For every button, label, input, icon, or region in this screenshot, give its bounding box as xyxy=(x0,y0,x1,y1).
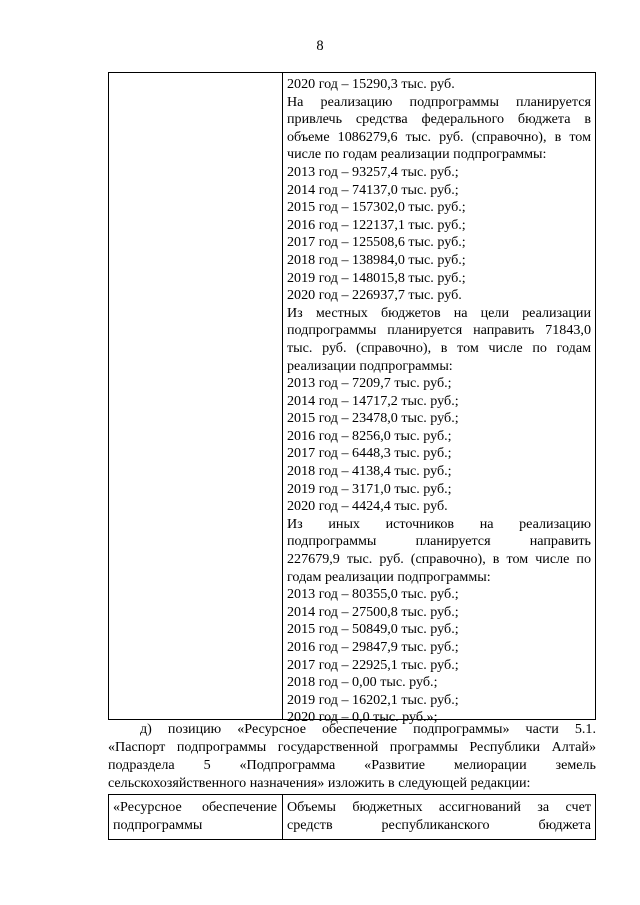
resource-cell-right xyxy=(287,76,591,727)
table-line: объеме 1086279,6 тыс. руб. (справочно), в том xyxy=(287,128,591,145)
table-line: подпрограммы планируется направить xyxy=(287,533,591,550)
table-line: 2020 год – 0,0 тыс. руб.»; xyxy=(287,709,438,726)
paragraph-line: «Паспорт подпрограммы государственной программы Республики Алтай» xyxy=(108,739,596,755)
paragraph-line: подраздела 5 «Подпрограмма «Развитие мелиорации земель xyxy=(108,757,596,773)
table-line: 2020 год – 15290,3 тыс. руб. xyxy=(287,76,455,92)
table-line: 227679,9 тыс. руб. (справочно), в том числе по xyxy=(287,551,591,568)
table-line: 2014 год – 14717,2 тыс. руб.; xyxy=(287,392,459,409)
table-line: 2013 год – 80355,0 тыс. руб.; xyxy=(287,586,459,603)
table-line: 2015 год – 157302,0 тыс. руб.; xyxy=(287,199,466,216)
table-line: 2016 год – 29847,9 тыс. руб.; xyxy=(287,639,459,655)
table-line: 2015 год – 23478,0 тыс. руб.; xyxy=(287,410,459,427)
table-line: Из иных источников на реализацию xyxy=(287,515,591,532)
table-line: тыс. руб. (справочно), в том числе по годам xyxy=(287,339,591,356)
table-line: 2018 год – 138984,0 тыс. руб.; xyxy=(287,251,466,268)
paragraph-d xyxy=(108,720,596,792)
table-line: Из местных бюджетов на цели реализации xyxy=(287,304,591,321)
table-line: На реализацию подпрограммы планируется xyxy=(287,93,591,110)
table-line: привлечь средства федерального бюджета в xyxy=(287,111,591,128)
table-line: 2020 год – 4424,4 тыс. руб. xyxy=(287,498,448,515)
table-line: годам реализации подпрограммы: xyxy=(287,568,491,585)
resource-cell-left xyxy=(113,798,277,834)
table-line: 2013 год – 7209,7 тыс. руб.; xyxy=(287,375,452,392)
table-line: 2016 год – 8256,0 тыс. руб.; xyxy=(287,427,452,444)
table-line: Объемы бюджетных ассигнований за счет xyxy=(287,799,591,815)
table-line: подпрограммы xyxy=(113,817,203,833)
paragraph-line: д) позицию «Ресурсное обеспечение подпрограммы» части 5.1. xyxy=(140,721,596,737)
table-line: подпрограммы планируется направить 71843,0 xyxy=(287,322,591,339)
table-line: «Ресурсное обеспечение xyxy=(113,799,277,815)
table-line: 2017 год – 6448,3 тыс. руб.; xyxy=(287,445,452,462)
table-line: 2013 год – 93257,4 тыс. руб.; xyxy=(287,163,459,180)
table-line: реализации подпрограммы: xyxy=(287,357,453,374)
column-divider xyxy=(282,795,283,839)
table-line: 2019 год – 3171,0 тыс. руб.; xyxy=(287,480,452,497)
table-line: 2017 год – 125508,6 тыс. руб.; xyxy=(287,234,466,251)
page-number: 8 xyxy=(316,38,324,54)
table-line: 2014 год – 74137,0 тыс. руб.; xyxy=(287,181,459,198)
table-line: 2015 год – 50849,0 тыс. руб.; xyxy=(287,621,459,638)
column-divider xyxy=(282,73,283,719)
table-line: 2019 год – 148015,8 тыс. руб.; xyxy=(287,269,466,286)
resource-table-new xyxy=(108,794,596,840)
table-line: средств республиканского бюджета xyxy=(287,817,591,833)
resource-table-continued xyxy=(108,72,596,726)
table-line: числе по годам реализации подпрограммы: xyxy=(287,146,547,163)
table-line: 2018 год – 0,00 тыс. руб.; xyxy=(287,674,438,691)
table-line: 2016 год – 122137,1 тыс. руб.; xyxy=(287,216,466,233)
table-line: 2014 год – 27500,8 тыс. руб.; xyxy=(287,603,459,620)
table-line: 2019 год – 16202,1 тыс. руб.; xyxy=(287,691,459,708)
table-line: 2017 год – 22925,1 тыс. руб.; xyxy=(287,656,459,673)
table-line: 2020 год – 226937,7 тыс. руб. xyxy=(287,287,462,304)
resource-cell-right xyxy=(287,798,591,834)
table-line: 2018 год – 4138,4 тыс. руб.; xyxy=(287,463,452,480)
paragraph-line: сельскохозяйственного назначения» изложить в следующей редакции: xyxy=(108,775,531,791)
